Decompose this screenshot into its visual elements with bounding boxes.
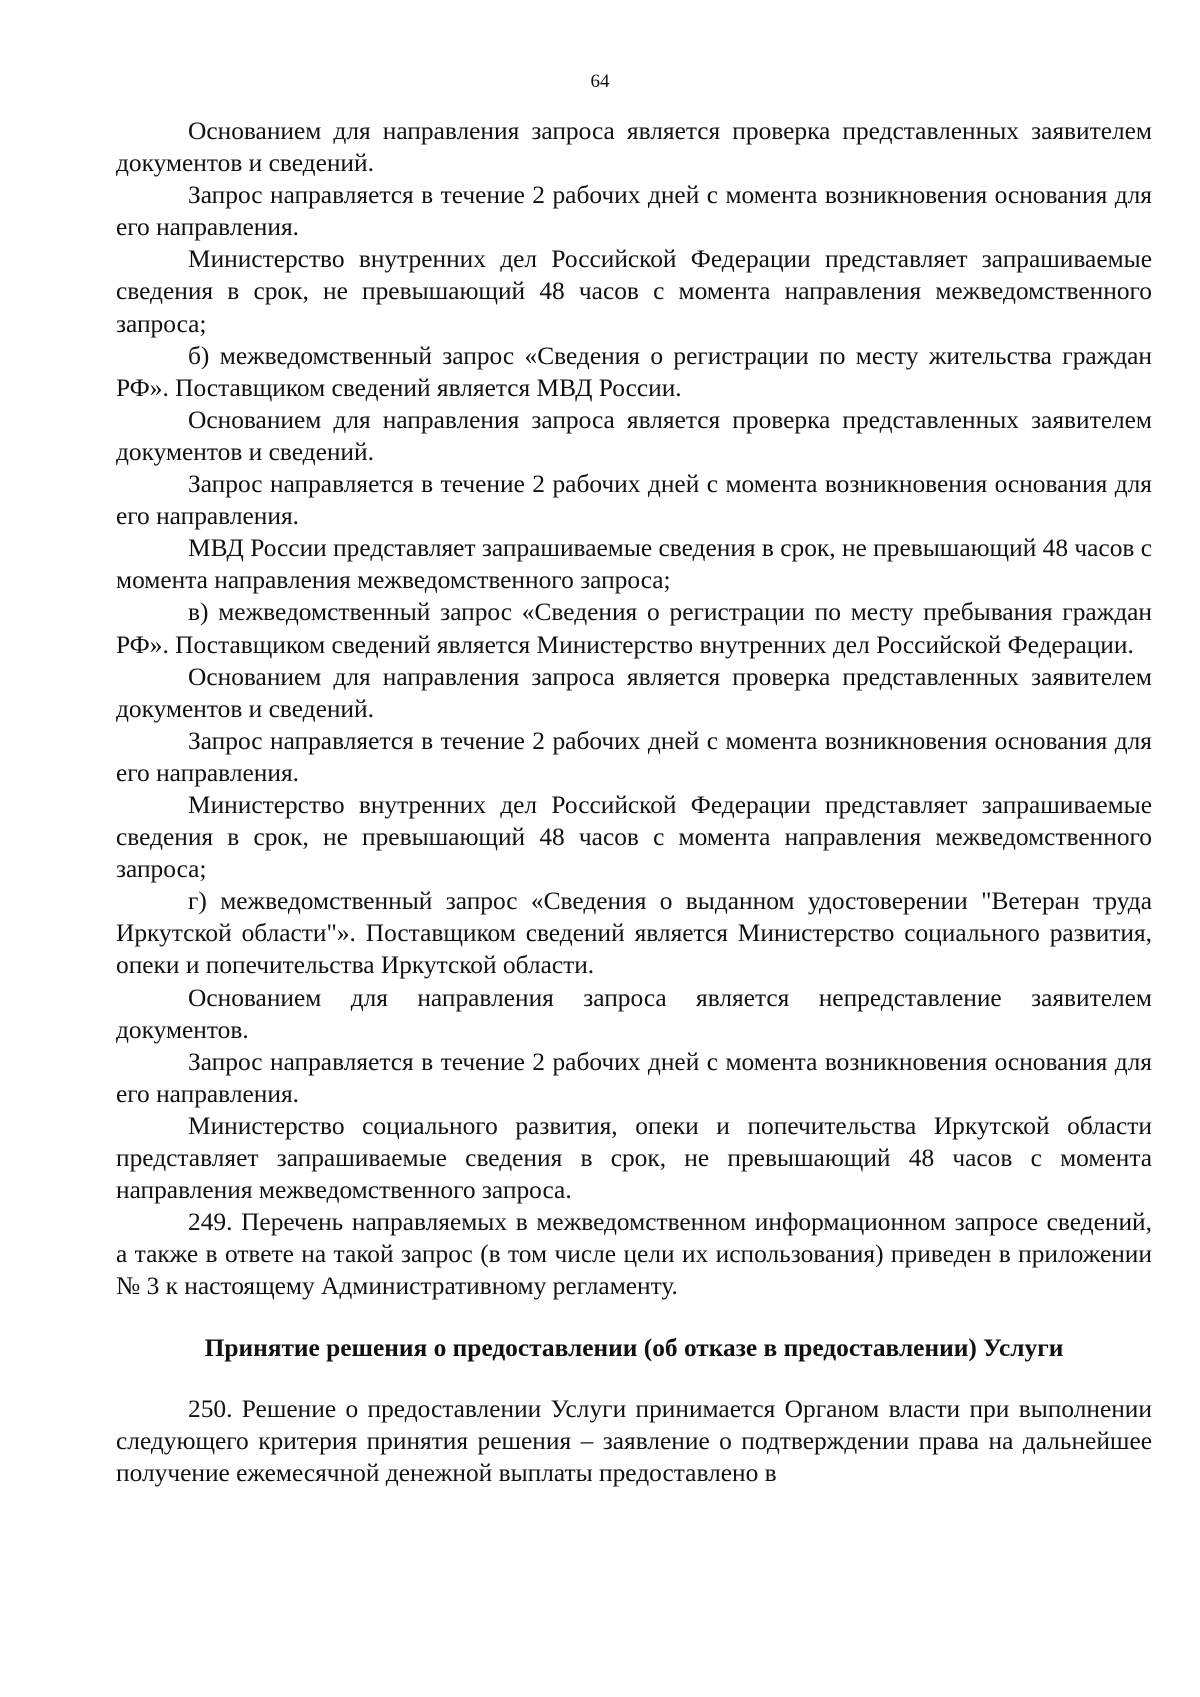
paragraph: б) межведомственный запрос «Сведения о регистрации по месту жительства граждан РФ». Поставщиком сведений является МВД России. bbox=[116, 341, 1152, 402]
paragraph: в) межведомственный запрос «Сведения о регистрации по месту пребывания граждан РФ». Поставщиком сведений является Министерство внутренних дел Российской Федерации. bbox=[116, 598, 1152, 659]
paragraph: Министерство внутренних дел Российской Федерации представляет запрашиваемые сведения в срок, не превышающий 48 часов с момента направления межведомственного запроса; bbox=[116, 245, 1152, 338]
paragraph: Запрос направляется в течение 2 рабочих дней с момента возникновения основания для его направления. bbox=[116, 181, 1152, 242]
paragraph: МВД России представляет запрашиваемые сведения в срок, не превышающий 48 часов с момента направления межведомственного запроса; bbox=[116, 534, 1152, 595]
paragraph: Запрос направляется в течение 2 рабочих дней с момента возникновения основания для его направления. bbox=[116, 726, 1152, 787]
paragraph: Запрос направляется в течение 2 рабочих дней с момента возникновения основания для его направления. bbox=[116, 1047, 1152, 1108]
page-number: 64 bbox=[590, 71, 610, 92]
paragraph: Основанием для направления запроса является проверка представленных заявителем документов и сведений. bbox=[116, 405, 1152, 466]
paragraph: Министерство социального развития, опеки и попечительства Иркутской области представляет запрашиваемые сведения в срок, не превышающий 48 часов с момента направления межведомственного запроса. bbox=[116, 1111, 1152, 1205]
document-body bbox=[116, 115, 1152, 1489]
paragraph: Основанием для направления запроса является проверка представленных заявителем документов и сведений. bbox=[116, 662, 1152, 723]
paragraph: 250. Решение о предоставлении Услуги принимается Органом власти при выполнении следующего критерия принятия решения – заявление о подтверждении права на дальнейшее получение ежемесячной денежной выплаты предоставлено в bbox=[116, 1394, 1152, 1487]
paragraph: Основанием для направления запроса является непредставление заявителем документов. bbox=[116, 983, 1152, 1044]
paragraph: Запрос направляется в течение 2 рабочих дней с момента возникновения основания для его направления. bbox=[116, 470, 1152, 531]
paragraph: Основанием для направления запроса является проверка представленных заявителем документов и сведений. bbox=[116, 117, 1152, 178]
paragraph: г) межведомственный запрос «Сведения о выданном удостоверении "Ветеран труда Иркутской области"». Поставщиком сведений является Министерство социального развития, опеки и попечительства Иркутской области. bbox=[116, 887, 1152, 980]
section-heading: Принятие решения о предоставлении (об отказе в предоставлении) Услуги bbox=[204, 1334, 1064, 1363]
paragraph: 249. Перечень направляемых в межведомственном информационном запросе сведений, а также в ответе на такой запрос (в том числе цели их использования) приведен в приложении № 3 к настоящему Административному регламенту. bbox=[116, 1208, 1152, 1301]
paragraph: Министерство внутренних дел Российской Федерации представляет запрашиваемые сведения в срок, не превышающий 48 часов с момента направления межведомственного запроса; bbox=[116, 790, 1152, 884]
